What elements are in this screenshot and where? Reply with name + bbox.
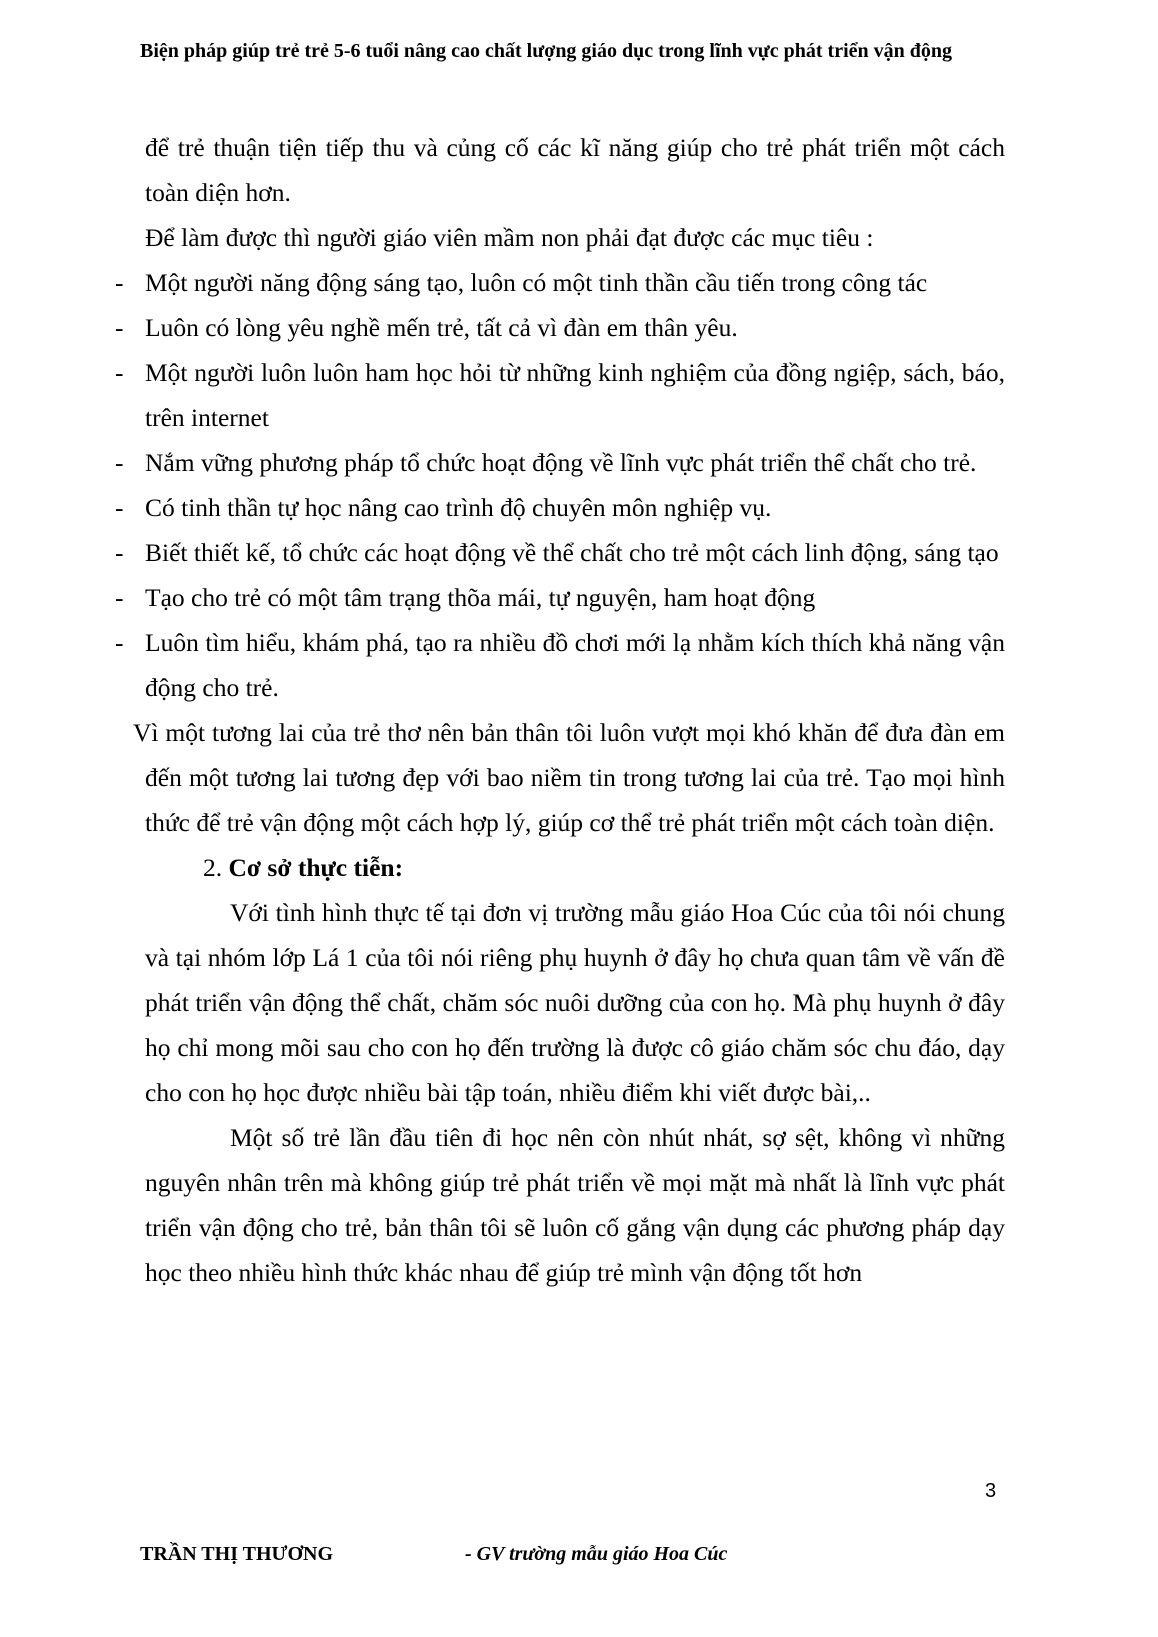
practice-paragraph-2: Một số trẻ lần đầu tiên đi học nên còn nhút nhát, sợ sệt, không vì những nguyên nhân trên mà không giúp trẻ phát triển về mọi mặt mà nhất là lĩnh vực phát triển vận động cho trẻ, bản thân tôi sẽ luôn cố gắng vận dụng các phương pháp dạy học theo nhiều hình thức khác nhau để giúp trẻ mình vận động tốt hơn bbox=[145, 1123, 1005, 1287]
running-header: Biện pháp giúp trẻ trẻ 5-6 tuổi nâng cao chất lượng giáo dục trong lĩnh vực phát triển vận động bbox=[140, 40, 953, 62]
list-item: - Một người luôn luôn ham học hỏi từ những kinh nghiệm của đồng ngiệp, sách, báo, trên internet bbox=[115, 358, 1005, 432]
goals-list bbox=[115, 260, 1005, 710]
list-item: - Nắm vững phương pháp tổ chức hoạt động về lĩnh vực phát triển thể chất cho trẻ. bbox=[115, 448, 977, 477]
list-item: - Biết thiết kế, tổ chức các hoạt động về thể chất cho trẻ một cách linh động, sáng tạo bbox=[115, 538, 999, 567]
section-number: 2. bbox=[203, 853, 223, 882]
list-item: - Luôn có lòng yêu nghề mến trẻ, tất cả vì đàn em thân yêu. bbox=[115, 313, 738, 342]
list-item: - Một người năng động sáng tạo, luôn có một tinh thần cầu tiến trong công tác bbox=[115, 268, 928, 297]
goals-intro: Để làm được thì người giáo viên mầm non phải đạt được các mục tiêu : bbox=[145, 223, 874, 252]
page-number: 3 bbox=[985, 1480, 997, 1502]
vision-paragraph: Vì một tương lai của trẻ thơ nên bản thân tôi luôn vượt mọi khó khăn để đưa đàn em đến một tương lai tương đẹp với bao niềm tin trong tương lai của trẻ. Tạo mọi hình thức để trẻ vận động một cách hợp lý, giúp cơ thể trẻ phát triển một cách toàn diện. bbox=[133, 718, 1005, 837]
footer-role: - GV trường mẫu giáo Hoa Cúc bbox=[465, 1543, 728, 1565]
section-heading bbox=[145, 845, 1005, 890]
document-body bbox=[115, 125, 1005, 1295]
footer-author: TRẦN THỊ THƯƠNG bbox=[140, 1543, 333, 1565]
intro-continuation: để trẻ thuận tiện tiếp thu và củng cố các kĩ năng giúp cho trẻ phát triển một cách toàn diện hơn. bbox=[145, 133, 1005, 207]
practice-paragraph-1: Với tình hình thực tế tại đơn vị trường mẫu giáo Hoa Cúc của tôi nói chung và tại nhóm lớp Lá 1 của tôi nói riêng phụ huynh ở đây họ chưa quan tâm về vấn đề phát triển vận động thể chất, chăm sóc nuôi dưỡng của con họ. Mà phụ huynh ở đây họ chỉ mong mõi sau cho con họ đến trường là được cô giáo chăm sóc chu đáo, dạy cho con họ học được nhiều bài tập toán, nhiều điểm khi viết được bài,.. bbox=[145, 898, 1005, 1107]
list-item: - Luôn tìm hiểu, khám phá, tạo ra nhiều đồ chơi mới lạ nhằm kích thích khả năng vận động cho trẻ. bbox=[115, 628, 1005, 702]
list-item: - Có tinh thần tự học nâng cao trình độ chuyên môn nghiệp vụ. bbox=[115, 493, 772, 522]
section-title: Cơ sở thực tiễn: bbox=[228, 853, 404, 882]
list-item: - Tạo cho trẻ có một tâm trạng thõa mái, tự nguyện, ham hoạt động bbox=[115, 583, 816, 612]
